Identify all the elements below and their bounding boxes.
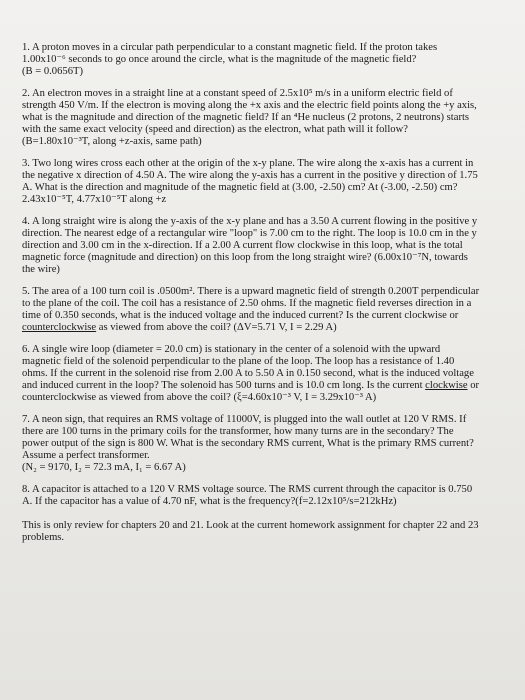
problem-3: [22, 158, 480, 206]
problem-8-text: 8. A capacitor is attached to a 120 V RMS voltage source. The RMS current through the capacitor is 0.750 A. If the capacitor has a value of 4.70 nF, what is the frequency?(f=2.12x10⁵/s=212kHz): [22, 484, 473, 507]
problem-4: [22, 216, 480, 276]
problem-7-answer: (N₂ = 9170, I₂ = 72.3 mA, I₁ = 6.67 A): [22, 462, 186, 473]
problem-2-text: 2. An electron moves in a straight line at a constant speed of 2.5x10⁵ m/s in a uniform electric field of strength 450 V/m. If the electron is moving along the +x axis and the electric field points along the +y axis, what is the magnitude and direction of the magnetic field? If an ⁴He nucleus (2 protons, 2 neutrons) starts with the same exact velocity (speed and direction) as the electron, what path will it follow?: [22, 88, 477, 135]
problem-6-text: [22, 344, 480, 404]
problem-6-text-after: or counterclockwise as viewed from above the coil? (ξ=4.60x10⁻³ V, I = 3.29x10⁻³ A): [22, 380, 480, 403]
problem-6-text-before: 6. A single wire loop (diameter = 20.0 cm) is stationary in the center of a solenoid with the upward magnetic field of the solenoid perpendicular to the plane of the loop. The loop has a resistance of 1.40 ohms. If the current in the solenoid rise from 2.00 A to 5.50 A in 0.150 second, what is the induced voltage and induced current in the loop? The solenoid has 500 turns and is 10.0 cm long. Is the current: [22, 344, 474, 391]
problem-6: [22, 344, 480, 404]
problem-7: [22, 414, 480, 474]
problem-list: [22, 42, 480, 544]
problem-5-text-after: as viewed from above the coil? (ΔV=5.71 V, I = 2.29 A): [96, 322, 337, 333]
problem-8: [22, 484, 480, 508]
problem-2-answer: (B=1.80x10⁻³T, along +z-axis, same path): [22, 136, 202, 147]
problem-7-text: 7. A neon sign, that requires an RMS voltage of 11000V, is plugged into the wall outlet at 120 V RMS. If there are 100 turns in the primary coils for the transformer, how many turns are in the secondary? The power output of the sign is 800 W. What is the secondary RMS current, What is the primary RMS current? Assume a perfect transformer.: [22, 414, 474, 461]
problem-5-text-before: 5. The area of a 100 turn coil is .0500m². There is a upward magnetic field of strength 0.200T perpendicular to the plane of the coil. The coil has a resistance of 2.50 ohms. If the magnetic field reverses direction in a time of 0.350 seconds, what is the induced voltage and the induced current? Is the current clockwise or: [22, 286, 480, 321]
problem-1-answer: (B = 0.0656T): [22, 66, 83, 77]
problem-3-text: 3. Two long wires cross each other at the origin of the x-y plane. The wire along the x-axis has a current in the negative x direction of 4.50 A. The wire along the y-axis has a current in the positive y direction of 1.75 A. What is the direction and magnitude of the magnetic field at (3.00, -2.50) cm? At (-3.00, -2.50) cm? 2.43x10⁻⁵T, 4.77x10⁻⁵T along +z: [22, 158, 478, 205]
problem-5-text: [22, 286, 480, 334]
problem-5-underlined: counterclockwise: [22, 322, 97, 333]
problem-1-text: 1. A proton moves in a circular path perpendicular to a constant magnetic field. If the proton takes 1.00x10⁻⁶ seconds to go once around the circle, what is the magnitude of the magnetic field?: [22, 42, 438, 65]
problem-4-text: 4. A long straight wire is along the y-axis of the x-y plane and has a 3.50 A current flowing in the positive y direction. The nearest edge of a rectangular wire "loop" is 7.00 cm to the right. The loop is 10.0 cm in the y direction and 3.00 cm in the x-direction. If a 2.00 A current flow clockwise in this loop, what is the total magnetic force (magnitude and direction) on this loop from the long straight wire? (6.00x10⁻⁷N, towards the wire): [22, 216, 478, 275]
problem-6-underlined: clockwise: [425, 380, 468, 391]
problem-5: [22, 286, 480, 334]
problem-1: [22, 42, 480, 78]
closing-note: This is only review for chapters 20 and 21. Look at the current homework assignment for chapter 22 and 23 problems.: [22, 520, 479, 543]
problem-2: [22, 88, 480, 148]
